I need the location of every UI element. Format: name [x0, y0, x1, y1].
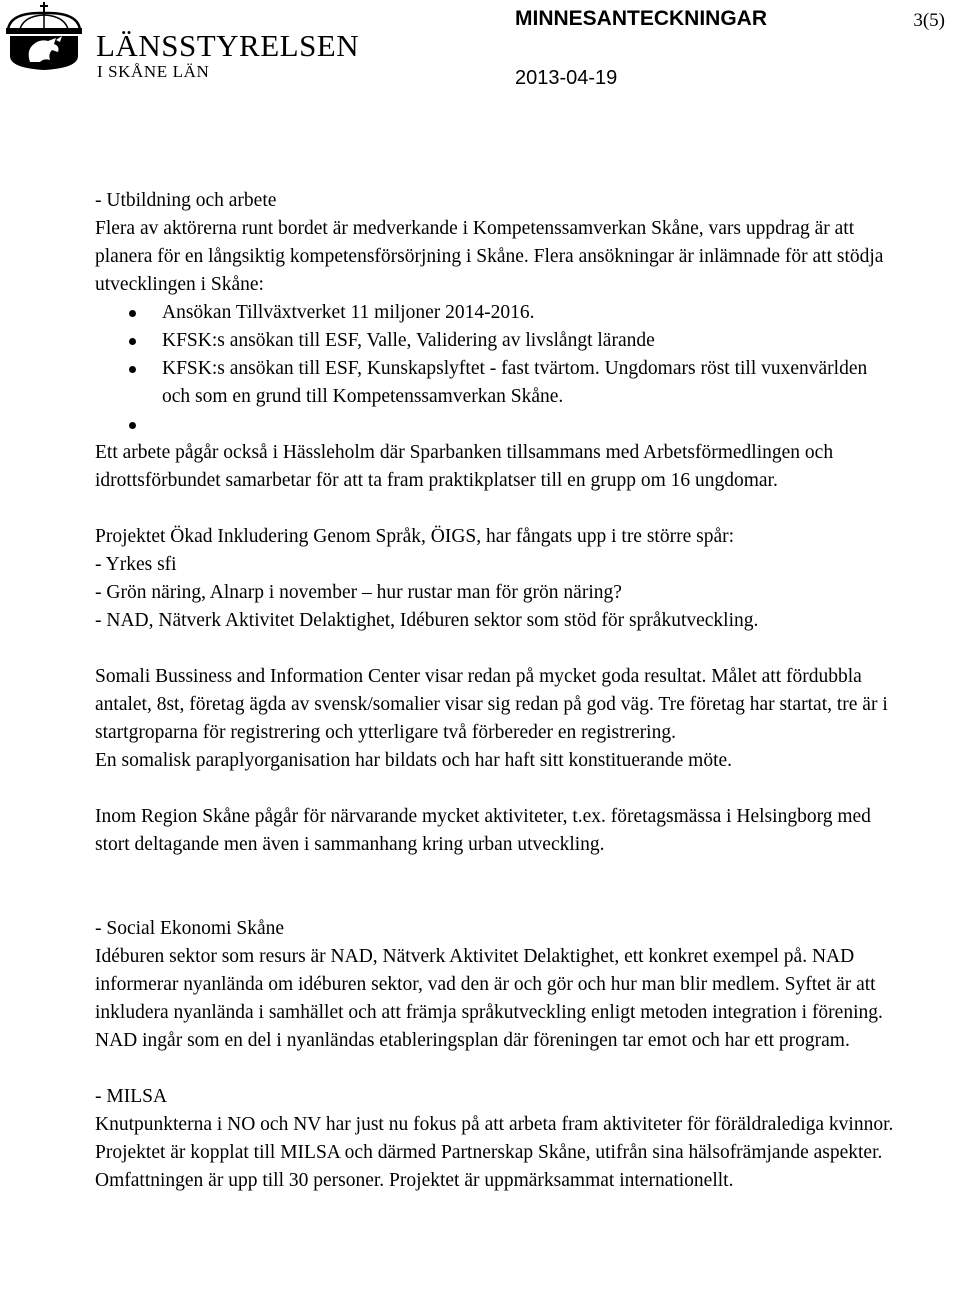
- header-logo: [0, 0, 360, 81]
- bullet-icon: [129, 338, 136, 345]
- org-subtitle: I SKÅNE LÄN: [97, 62, 210, 81]
- paragraph-hassleholm: Ett arbete pågår också i Hässleholm där Sparbanken tillsammans med Arbetsförmedlingen och idrottsförbundet samarbetar för att ta fram praktikplatser till en grupp om 16 ungdomar.: [95, 442, 834, 491]
- list-line-gron-naring: - Grön näring, Alnarp i november – hur rustar man för grön näring?: [95, 582, 622, 603]
- list-item: Ansökan Tillväxtverket 11 miljoner 2014-2016.: [95, 299, 895, 327]
- coat-of-arms-icon: [0, 0, 92, 70]
- paragraph-ideburen-sektor: Idéburen sektor som resurs är NAD, Nätverk Aktivitet Delaktighet, ett konkret exempel på. NAD informerar nyanlända om idéburen sektor, vad den är och gör och hur man blir medlem. Syftet är att inkludera nyanlända i samhället och att främja språkutveckling enligt metoden integration i förening. NAD ingår som en del i nyanländas etableringsplan där föreningen tar emot och har ett program.: [95, 946, 883, 1051]
- list-item: KFSK:s ansökan till ESF, Kunskapslyftet - fast tvärtom. Ungdomars röst till vuxenvärlden och som en grund till Kompetenssamverkan Skåne.: [95, 355, 895, 411]
- bullet-list-ansokningar: [95, 299, 895, 439]
- paragraph-kompetens-intro: Flera av aktörerna runt bordet är medverkande i Kompetenssamverkan Skåne, vars uppdrag är att planera för en långsiktig kompetensförsörjning i Skåne. Flera ansökningar är inlämnade för att stödja utvecklingen i Skåne:: [95, 218, 884, 295]
- section-heading-social-ekonomi: - Social Ekonomi Skåne: [95, 918, 285, 939]
- list-line-yrkes-sfi: - Yrkes sfi: [95, 554, 177, 575]
- section-heading-milsa: - MILSA: [95, 1086, 168, 1107]
- paragraph-paraplyorganisation: En somalisk paraplyorganisation har bildats och har haft sitt konstituerande möte.: [95, 750, 733, 771]
- list-item: KFSK:s ansökan till ESF, Valle, Validering av livslångt lärande: [95, 327, 895, 355]
- document-date: 2013-04-19: [515, 67, 618, 89]
- bullet-icon: [129, 422, 136, 429]
- document-type: MINNESANTECKNINGAR: [515, 7, 767, 30]
- section-heading-utbildning: - Utbildning och arbete: [95, 190, 277, 211]
- paragraph-oigs: Projektet Ökad Inkludering Genom Språk, ÖIGS, har fångats upp i tre större spår:: [95, 526, 735, 547]
- list-line-nad: - NAD, Nätverk Aktivitet Delaktighet, Idéburen sektor som stöd för språkutveckling.: [95, 610, 759, 631]
- bullet-icon: [129, 366, 136, 373]
- page-number: 3(5): [913, 10, 945, 31]
- paragraph-region-skane: Inom Region Skåne pågår för närvarande mycket aktiviteter, t.ex. företagsmässa i Helsingborg med stort deltagande men även i sammanhang kring urban utveckling.: [95, 806, 871, 855]
- paragraph-milsa: Knutpunkterna i NO och NV har just nu fokus på att arbeta fram aktiviteter för föräldralediga kvinnor. Projektet är kopplat till MILSA och därmed Partnerskap Skåne, utifrån sina hälsofrämjande aspekter. Omfattningen är upp till 30 personer. Projektet är uppmärksammat internationellt.: [95, 1114, 894, 1191]
- list-item-empty: [95, 411, 895, 439]
- document-body: [95, 187, 895, 1195]
- paragraph-somali-center: Somali Bussiness and Information Center visar redan på mycket goda resultat. Målet att fördubbla antalet, 8st, företag ägda av svensk/somalier visar sig redan på god väg. Tre företag har startat, tre är i startgroparna för registrering och ytterligare två förbereder en registrering.: [95, 666, 888, 743]
- org-name: LÄNSSTYRELSEN: [96, 28, 360, 63]
- bullet-icon: [129, 310, 136, 317]
